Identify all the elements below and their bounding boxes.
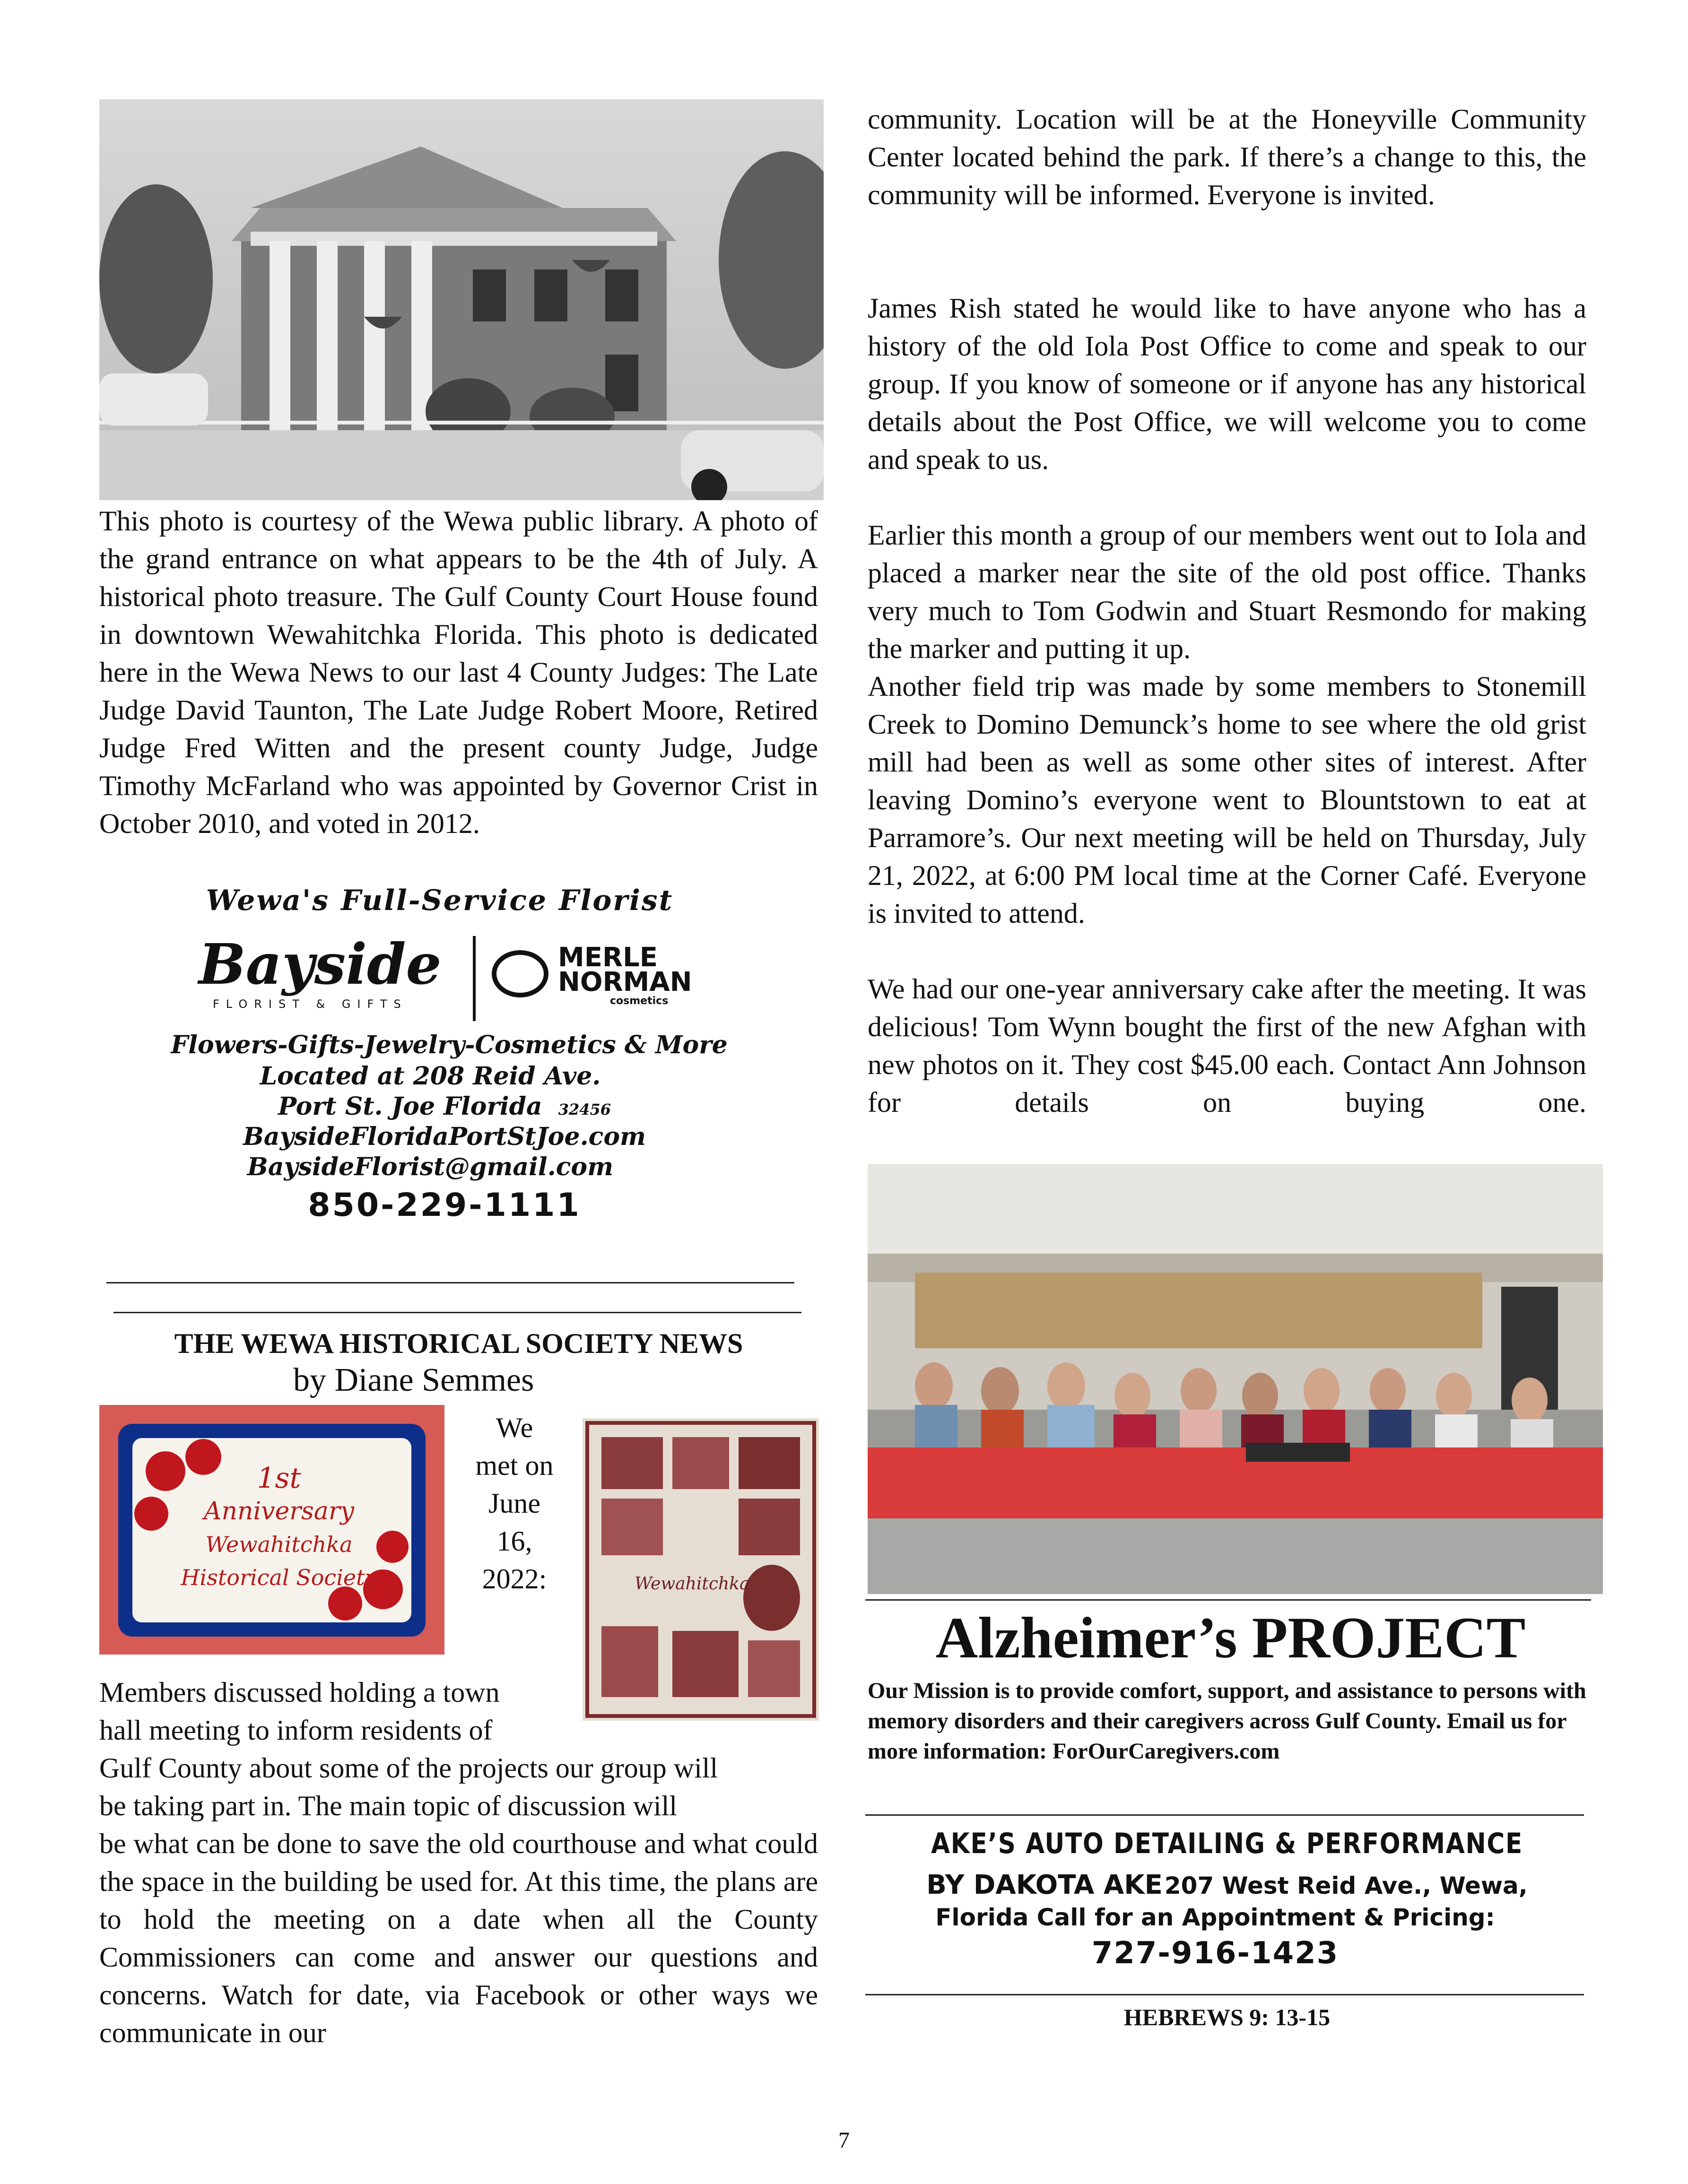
post-office-paragraph: James Rish stated he would like to have anyone who has a history of the old Iola Post Office to come and speak to our group. If you know of someone or if anyone has any historical details about the Post Office, we will welcome you to come and speak to us.	[868, 293, 1586, 475]
auto-ad-line1	[868, 1870, 1586, 1900]
society-byline: by Diane Semmes	[293, 1362, 534, 1398]
field-trip-paragraph: Another field trip was made by some members to Stonemill Creek to Domino Demunck’s home to see where the old grist mill had been as well as some other sites of interest. After leaving Domino’s everyone went to Blountstown to eat at Parramore’s. Our next meeting will be held on Thursday, July 21, 2022, at 6:00 PM local time at the Corner Café. Everyone is invited to attend.	[868, 671, 1586, 929]
florist-ad	[104, 884, 823, 1234]
bayside-brand: Bayside	[199, 931, 442, 997]
auto-ad-title: AKE’S AUTO DETAILING & PERFORMANCE	[931, 1827, 1523, 1860]
florist-website: BaysideFloridaPortStJoe.com	[243, 1122, 646, 1151]
auto-ad-address: 207 West Reid Ave., Wewa,	[1164, 1872, 1528, 1899]
group-photo	[868, 1164, 1603, 1594]
norman-text: NORMAN	[558, 967, 692, 997]
logo-divider	[473, 936, 476, 1021]
auto-ad-owner: BY DAKOTA AKE	[926, 1870, 1163, 1900]
intro-line: June	[488, 1488, 540, 1519]
marker-paragraph: Earlier this month a group of our members went out to Iola and placed a marker near the site of the old post office. Thanks very much to Tom Godwin and Stuart Resmondo for making the marker and putting it up.	[868, 520, 1586, 664]
bayside-logo	[199, 931, 444, 1016]
courthouse-caption: This photo is courtesy of the Wewa public library. A photo of the grand entrance on what appears to be the 4th of July. A historical photo treasure. The Gulf County Court House found in downtown Wewahitchka Florida. This photo is dedicated here in the Wewa News to our last 4 County Judges: The Late Judge David Taunton, The Late Judge Robert Moore, Retired Judge Fred Witten and the present county Judge, Judge Timothy McFarland who was appointed by Governor Crist in October 2010, and voted in 2012.	[99, 505, 818, 839]
cosmetics-text: cosmetics	[610, 995, 669, 1007]
merle-norman-logo	[558, 942, 747, 1008]
verse-top-rule	[865, 1994, 1584, 1995]
divider-line-1	[106, 1282, 794, 1283]
society-line: hall meeting to inform residents of	[99, 1715, 493, 1746]
society-paragraph	[99, 1673, 818, 2052]
florist-phone: 850-229-1111	[308, 1187, 581, 1224]
intro-line: 16,	[496, 1525, 532, 1557]
auto-ad-phone: 727-916-1423	[1091, 1936, 1339, 1971]
society-heading: THE WEWA HISTORICAL SOCIETY NEWS	[174, 1328, 743, 1359]
auto-ad	[868, 1827, 1586, 1988]
cake-line1: 1st	[257, 1462, 301, 1495]
merle-norman-logo-icon	[492, 950, 548, 997]
auto-ad-top-rule	[865, 1814, 1584, 1816]
alzheimers-title: Alzheimer’s PROJECT	[935, 1605, 1526, 1670]
intro-line: 2022:	[482, 1563, 547, 1595]
anniversary-cake-photo	[99, 1405, 444, 1655]
florist-line3: Port St. Joe Florida	[278, 1092, 542, 1121]
merle-text: MERLE	[558, 942, 658, 973]
anniversary-paragraph: We had our one-year anniversary cake after the meeting. It was delicious! Tom Wynn bought the first of the new Afghan with new photos on it. They cost $45.00 each. Contact Ann Johnson for details on buying one.	[868, 973, 1586, 1118]
society-intro	[458, 1409, 571, 1598]
florist-line3-wrap	[104, 1092, 785, 1121]
society-line: Members discussed holding a town	[99, 1677, 500, 1708]
bayside-sub: FLORIST & GIFTS	[213, 997, 408, 1011]
cake-line3: Wewahitchka	[205, 1532, 353, 1557]
florist-email: BaysideFlorist@gmail.com	[247, 1153, 614, 1181]
cake-writing	[170, 1462, 388, 1594]
meeting-location-paragraph: community. Location will be at the Honeyville Community Center located behind the park. If there’s a change to this, the community will be informed. Everyone is invited.	[868, 104, 1586, 210]
society-paragraph-rest: be what can be done to save the old courthouse and what could the space in the building be used for. At this time, the plans are to hold the meeting on a date when all the County Commissioners can come and answer our questions and concerns. Watch for date, via Facebook or other ways we communicate in our	[99, 1828, 818, 2048]
divider-line-2	[113, 1312, 801, 1313]
cake-line4: Historical Society	[181, 1565, 377, 1590]
auto-ad-line2: Florida Call for an Appointment & Pricing:	[935, 1904, 1495, 1931]
courthouse-photo	[99, 99, 824, 500]
society-line: Gulf County about some of the projects our group will	[99, 1752, 718, 1784]
cake-line2: Anniversary	[203, 1497, 355, 1525]
society-line: be taking part in. The main topic of discussion will	[99, 1790, 678, 1821]
afghan-label: Wewahitchka	[635, 1574, 750, 1594]
intro-line: We	[496, 1412, 533, 1443]
florist-zip: 32456	[558, 1101, 611, 1118]
florist-line2: Located at 208 Reid Ave.	[260, 1062, 601, 1091]
bible-verse: HEBREWS 9: 13-15	[1123, 2004, 1331, 2030]
florist-line1: Flowers-Gifts-Jewelry-Cosmetics & More	[171, 1031, 728, 1059]
page-number: 7	[838, 2128, 850, 2153]
alzheimers-text: Our Mission is to provide comfort, support, and assistance to persons with memory disorders and their caregivers across Gulf County. Email us for more information: ForOurCaregivers.com	[868, 1678, 1586, 1764]
alzheimers-top-rule	[865, 1599, 1591, 1601]
intro-line: met on	[475, 1450, 554, 1481]
florist-headline: Wewa's Full-Service Florist	[206, 884, 674, 917]
